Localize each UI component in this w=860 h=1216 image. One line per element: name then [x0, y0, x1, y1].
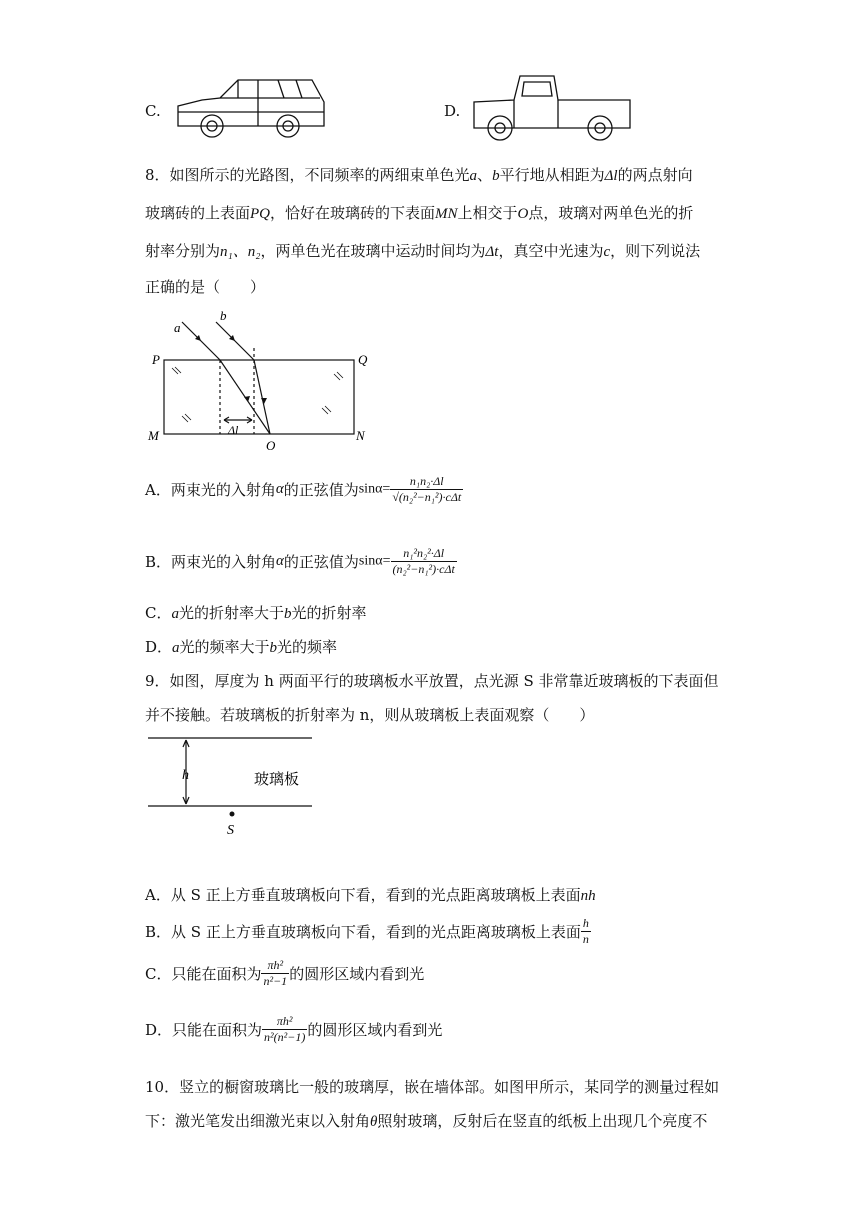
q8-line-3: 射率分别为n₁、n₂，两单色光在玻璃中运动时间均为Δt，真空中光速为c，则下列说法	[145, 242, 701, 260]
pickup-truck-figure	[470, 72, 636, 144]
option-c-label: C.	[145, 102, 161, 120]
option-a-fraction: $\frac{\text{n₁n₂·Δl}}{\text{√(n₂²−n₁²)·cΔt}}$	[392, 474, 462, 504]
q8-line-1: 8．如图所示的光路图，不同频率的两细束单色光a、b平行地从相距为Δl的两点射向	[145, 166, 693, 184]
label-Q: Q	[358, 352, 368, 367]
label-N: N	[356, 428, 365, 443]
q8-option-c: C．a光的折射率大于b光的折射率	[145, 604, 367, 622]
q8-option-d: D．a光的频率大于b光的频率	[145, 638, 338, 656]
option-d-fraction: $\frac{\text{πh²}}{\text{n²(n²−1)}}$	[264, 1014, 306, 1044]
label-P: P	[152, 352, 160, 367]
q9-option-b: B．从 S 正上方垂直玻璃板向下看，看到的光点距离玻璃板上表面 $\frac{h}{n}$	[145, 916, 589, 946]
label-a: a	[174, 320, 181, 335]
wagon-car-figure	[172, 76, 332, 142]
label-dl: Δl	[228, 423, 239, 437]
q8-glass-brick-figure	[144, 308, 384, 454]
label-O: O	[266, 438, 276, 453]
option-b-fraction: $\frac{\text{n₁²n₂²·Δl}}{\text{(n₂²−n₁²)·cΔt}}$	[392, 546, 455, 576]
q8-line-2: 玻璃砖的上表面PQ，恰好在玻璃砖的下表面MN上相交于O点，玻璃对两单色光的折	[145, 204, 694, 222]
option-b-fraction-h-n: $\frac{h}{n}$	[582, 916, 589, 946]
option-d-label: D.	[444, 102, 461, 120]
q9-line-2: 并不接触。若玻璃板的折射率为 n，则从玻璃板上表面观察（ ）	[145, 706, 595, 724]
q8-option-a: A．两束光的入射角α的正弦值为sinα= $\frac{\text{n₁n₂·Δl}}{\text{√(n₂²−n₁²)·cΔt}}$	[145, 474, 462, 504]
q10-line-2: 下：激光笔发出细激光束以入射角θ照射玻璃，反射后在竖直的纸板上出现几个亮度不	[145, 1112, 708, 1130]
q9-option-c: C．只能在面积为 $\frac{\text{πh²}}{\text{n²−1}}$ 的圆形区域内看到光	[145, 958, 425, 988]
q9-line-1: 9．如图，厚度为 h 两面平行的玻璃板水平放置，点光源 S 非常靠近玻璃板的下表面但	[145, 672, 719, 690]
q9-glass-plate-figure	[144, 730, 324, 840]
label-S: S	[227, 823, 234, 838]
q8-line-4: 正确的是（ ）	[145, 278, 266, 296]
label-M: M	[148, 428, 159, 443]
label-h: h	[182, 768, 189, 783]
q9-option-a: A．从 S 正上方垂直玻璃板向下看，看到的光点距离玻璃板上表面nh	[145, 886, 596, 904]
option-c-fraction: $\frac{\text{πh²}}{\text{n²−1}}$	[263, 958, 288, 988]
q9-option-d: D．只能在面积为 $\frac{\text{πh²}}{\text{n²(n²−1)}}$ 的圆形区域内看到光	[145, 1014, 443, 1044]
q10-line-1: 10．竖立的橱窗玻璃比一般的玻璃厚，嵌在墙体部。如图甲所示，某同学的测量过程如	[145, 1078, 720, 1096]
label-glass: 玻璃板	[254, 770, 300, 788]
label-b: b	[220, 308, 227, 323]
q8-option-b: B．两束光的入射角α的正弦值为sinα= $\frac{\text{n₁²n₂²·Δl}}{\text{(n₂²−n₁²)·cΔt}}$	[145, 546, 455, 576]
